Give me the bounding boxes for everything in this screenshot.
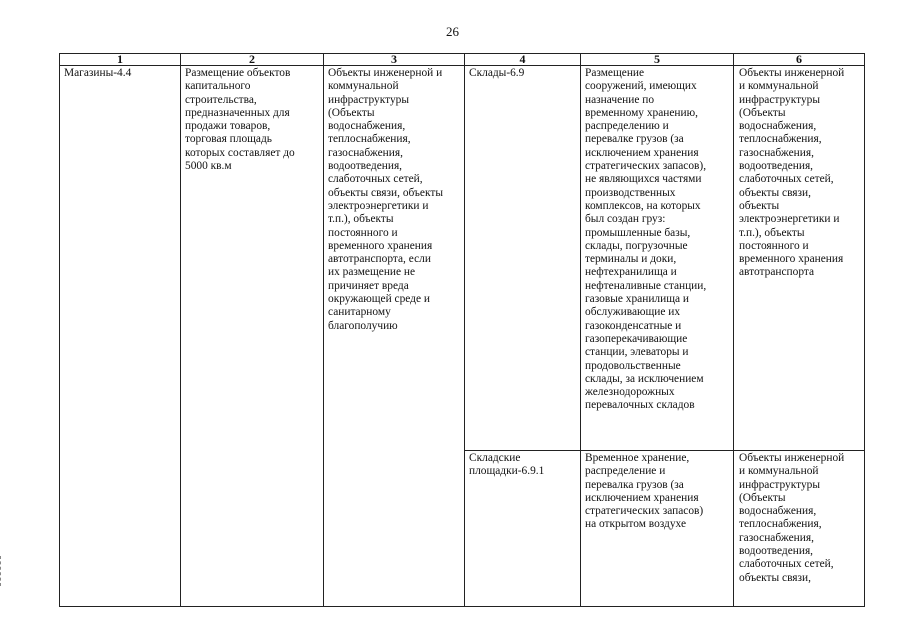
column-header-6: 6 [734,54,865,66]
scan-edge-mark [0,556,5,586]
land-use-table [59,53,865,607]
auxiliary-cell-shops: Объекты инженерной и коммунальной инфраструктуры (Объекты водоснабжения, теплоснабжения, газоснабжения, водоотведения, слаботочных сетей, объекты связи, объекты электроэнергетики и т.п.), объекты постоянного и временного хранения автотранспорта, если их размещение не причиняет вреда окружающей среде и санитарному благополучию [324,66,465,607]
description-cell-shops: Размещение объектов капитального строительства, предназначенных для продажи товаров, торговая площадь которых составляет до 5000 кв.м [181,66,324,607]
use-name-cell-warehouses: Склады-6.9 [465,66,581,451]
description-cell-warehouses: Размещение сооружений, имеющих назначение по временному хранению, распределению и перевалке грузов (за исключением хранения стратегических запасов), не являющихся частями производственных комплексов, на которых был создан груз: промышленные базы, склады, погрузочные терминалы и доки, нефтехранилища и нефтеналивные станции, газовые хранилища и обслуживающие их газоконденсатные и газоперекачивающие станции, элеваторы и продовольственные склады, за исключением железнодорожных перевалочных складов [581,66,734,451]
use-name-cell-storage-areas: Складские площадки-6.9.1 [465,451,581,607]
column-header-5: 5 [581,54,734,66]
use-name-cell-shops: Магазины-4.4 [60,66,181,607]
column-header-4: 4 [465,54,581,66]
column-header-3: 3 [324,54,465,66]
table-header-row [60,54,865,66]
column-header-1: 1 [60,54,181,66]
table-row [60,66,865,451]
column-header-2: 2 [181,54,324,66]
description-cell-storage-areas: Временное хранение, распределение и перевалка грузов (за исключением хранения стратегических запасов) на открытом воздухе [581,451,734,607]
auxiliary-cell-storage-areas: Объекты инженерной и коммунальной инфраструктуры (Объекты водоснабжения, теплоснабжения, газоснабжения, водоотведения, слаботочных сетей, объекты связи, [734,451,865,607]
auxiliary-cell-warehouses: Объекты инженерной и коммунальной инфраструктуры (Объекты водоснабжения, теплоснабжения, газоснабжения, водоотведения, слаботочных сетей, объекты связи, объекты электроэнергетики и т.п.), объекты постоянного и временного хранения автотранспорта [734,66,865,451]
page-number: 26 [446,24,459,39]
